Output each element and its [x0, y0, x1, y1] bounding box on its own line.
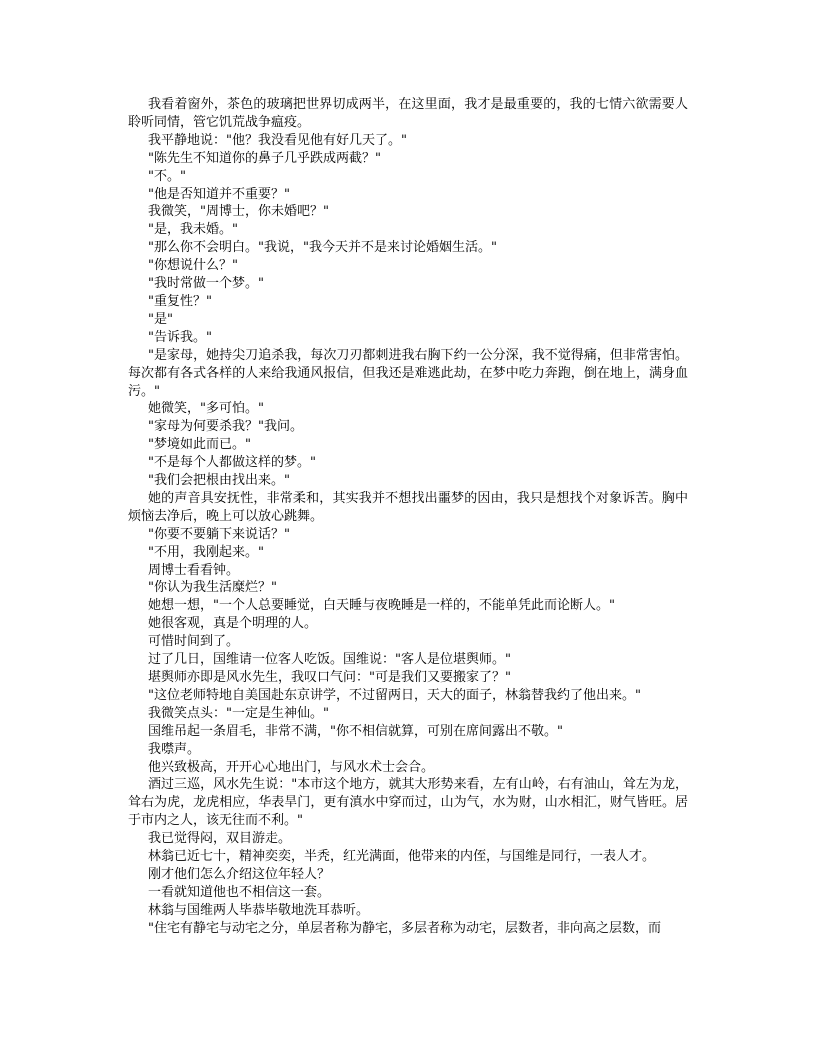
paragraph: 过了几日，国维请一位客人吃饭。国维说："客人是位堪舆师。": [148, 652, 511, 668]
paragraph: 国维吊起一条眉毛，非常不满，"你不相信就算，可别在席间露出不敬。": [148, 723, 563, 739]
paragraph: 我平静地说："他？我没看见他有好几天了。": [148, 132, 407, 148]
paragraph: "你要不要躺下来说话？": [148, 526, 290, 542]
paragraph: "是": [148, 311, 173, 327]
paragraph: "你认为我生活糜烂？": [148, 580, 277, 596]
paragraph: 她的声音具安抚性，非常柔和，其实我并不想找出噩梦的因由，我只是想找个对象诉苦。胸中烦恼去净后，晚上可以放心跳舞。: [128, 490, 688, 524]
paragraph: 她微笑，"多可怕。": [148, 401, 264, 417]
paragraph: 刚才他们怎么介绍这位年轻人？: [148, 866, 331, 882]
paragraph: 我微笑点头："一定是生神仙。": [148, 705, 329, 721]
paragraph: 林翁与国维两人毕恭毕敬地洗耳恭听。: [148, 902, 370, 918]
paragraph: 我已觉得闷，双目游走。: [148, 831, 292, 847]
paragraph: 可惜时间到了。: [148, 634, 240, 650]
paragraph: "告诉我。": [148, 329, 212, 345]
paragraph: "陈先生不知道你的鼻子几乎跌成两截？": [148, 150, 381, 166]
paragraph: 我看着窗外，茶色的玻璃把世界切成两半，在这里面，我才是最重要的，我的七情六欲需要人聆听同情，管它饥荒战争瘟疫。: [128, 97, 688, 130]
paragraph: 她想一想，"一个人总要睡觉，白天睡与夜晚睡是一样的，不能单凭此而论断人。": [148, 598, 615, 614]
paragraph: "不是每个人都做这样的梦。": [148, 455, 316, 471]
paragraph: 她很客观，真是个明理的人。: [148, 616, 318, 632]
paragraph: "他是否知道并不重要？": [148, 186, 290, 202]
paragraph: 林翁已近七十，精神奕奕，半秃，红光满面，他带来的内侄，与国维是同行，一表人才。: [148, 849, 656, 865]
paragraph: 堪舆师亦即是风水先生，我叹口气问："可是我们又要搬家了？": [148, 670, 511, 685]
paragraph: "是家母，她持尖刀追杀我，每次刀刃都刺进我右胸下约一公分深，我不觉得痛，但非常害怕。每次都有各式各样的人来给我通风报信，但我还是难逃此劫，在梦中吃力奔跑，倒在地上，满身血污。": [128, 347, 688, 399]
paragraph: 我微笑，"周博士，你未婚吧？": [148, 204, 329, 220]
paragraph: 周博士看看钟。: [148, 562, 240, 578]
paragraph: "我们会把根由找出来。": [148, 473, 290, 489]
paragraph: "重复性？": [148, 293, 212, 309]
paragraph: "住宅有静宅与动宅之分，单层者称为静宅，多层者称为动宅，层数者，非向高之层数，而: [148, 920, 661, 936]
paragraph: "我时常做一个梦。": [148, 276, 264, 292]
paragraph: 一看就知道他也不相信这一套。: [148, 884, 331, 900]
paragraph: "家母为何要杀我？"我问。: [148, 419, 303, 435]
paragraph: "不用，我刚起来。": [148, 544, 264, 560]
paragraph: 酒过三巡，风水先生说："本市这个地方，就其大形势来看，左有山岭，右有油山，耸左为龙，耸右为虎，龙虎相应，华表旱门，更有滇水中穿而过，山为气，水为财，山水相汇，财气皆旺。居于市内之人，该无往而不利。": [128, 777, 688, 829]
paragraph: "你想说什么？": [148, 258, 238, 274]
paragraph: "是，我未婚。": [148, 222, 238, 238]
paragraph: 他兴致极高，开开心心地出门，与风水术士会合。: [148, 759, 435, 775]
paragraph: "那么你不会明白。"我说，"我今天并不是来讨论婚姻生活。": [148, 240, 497, 256]
document-page: [128, 96, 688, 938]
paragraph: 我噤声。: [148, 741, 201, 757]
paragraph: "这位老师特地自美国赴东京讲学，不过留两日，天大的面子，林翁替我约了他出来。": [148, 687, 641, 703]
paragraph: "梦境如此而已。": [148, 437, 251, 453]
paragraph: "不。": [148, 168, 186, 184]
